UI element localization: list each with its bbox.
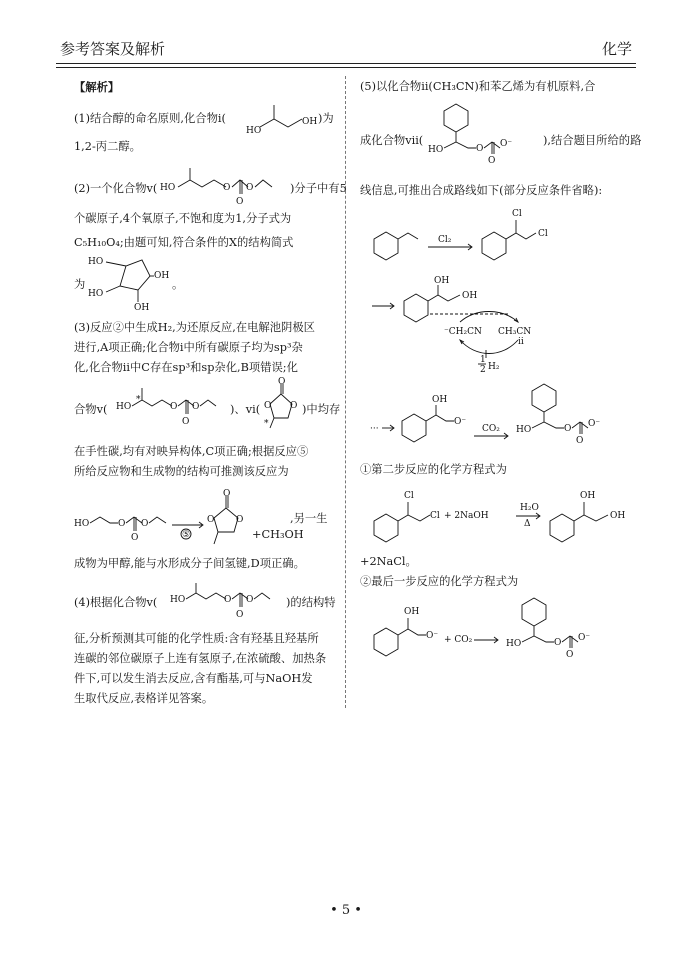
text-p3i: ,另一生	[290, 512, 328, 525]
header-rule-thin	[56, 67, 636, 68]
label-oh: OH	[302, 117, 318, 127]
svg-text:OH: OH	[434, 276, 450, 286]
svg-text:O: O	[118, 519, 126, 529]
text-p3c: 化,化合物ⅱ中C存在sp³和sp杂化,B项错误;化	[74, 361, 298, 374]
text-p3j: 成物为甲醇,能与水形成分子间氢键,D项正确。	[74, 557, 305, 570]
svg-text:O: O	[278, 377, 286, 387]
header-subject: 化学	[601, 40, 632, 58]
svg-text:Cl: Cl	[512, 209, 522, 219]
svg-text:Cl: Cl	[404, 491, 414, 501]
text-p4d: 连碳的邻位碳原子上连有氢原子,在浓硫酸、加热条	[74, 652, 327, 665]
svg-text:OH: OH	[154, 271, 170, 281]
svg-text:OH: OH	[580, 491, 596, 501]
text-p2b: )分子中有5	[290, 182, 347, 195]
text-p3g: 在手性碳,均有对映异构体,C项正确;根据反应⑤	[74, 445, 309, 458]
svg-text:2: 2	[480, 365, 486, 375]
svg-text:O: O	[554, 638, 562, 648]
svg-text:O: O	[236, 610, 244, 620]
svg-text:HO: HO	[170, 595, 186, 605]
svg-text:OH: OH	[432, 395, 448, 405]
header-rule	[56, 63, 636, 64]
text-p1b: )为	[318, 112, 334, 125]
text-ch3oh: +CH₃OH	[252, 528, 304, 541]
svg-text:O: O	[246, 595, 254, 605]
svg-text:OH: OH	[462, 291, 478, 301]
svg-text:···: ···	[370, 424, 379, 434]
svg-text:HO: HO	[88, 289, 104, 299]
svg-text:H₂: H₂	[488, 362, 500, 372]
svg-text:HO: HO	[116, 402, 132, 412]
text-p3e: )、ⅵ(	[230, 403, 261, 416]
svg-text:O: O	[566, 650, 574, 660]
svg-text:+ CO₂: + CO₂	[444, 635, 473, 645]
text-p2e: 为	[74, 278, 86, 291]
text-p5b: 成化合物ⅶ(	[360, 134, 424, 147]
text-p4c: 征,分析预测其可能的化学性质:含有羟基且羟基所	[74, 632, 319, 645]
svg-text:O: O	[476, 144, 484, 154]
svg-text:Δ: Δ	[524, 519, 531, 529]
svg-text:⑤: ⑤	[182, 530, 191, 540]
svg-text:HO: HO	[160, 183, 176, 193]
text-p3b: 进行,A项正确;化合物ⅰ中所有碳原子均为sp³杂	[74, 341, 303, 354]
svg-text:H₂O: H₂O	[520, 503, 539, 513]
catalytic-cycle	[440, 306, 570, 380]
text-p4b: )的结构特	[286, 596, 336, 609]
svg-text:Cl: Cl	[430, 511, 440, 521]
equation-1	[368, 480, 658, 550]
svg-text:O⁻: O⁻	[500, 139, 513, 149]
text-p3a: (3)反应②中生成H₂,为还原反应,在电解池阴极区	[74, 321, 315, 334]
svg-text:O: O	[264, 401, 272, 411]
svg-text:Cl: Cl	[538, 229, 548, 239]
svg-text:O: O	[224, 595, 232, 605]
compound-v-structure	[160, 160, 290, 212]
svg-text:O: O	[576, 436, 584, 446]
text-p4f: 生取代反应,表格详见答案。	[74, 692, 214, 705]
compound-x-structure	[86, 248, 186, 314]
text-p5c: ),结合题目所给的路	[543, 134, 642, 147]
svg-text:O: O	[207, 515, 215, 525]
text-p2a: (2)一个化合物ⅴ(	[74, 182, 158, 195]
svg-text:O: O	[236, 197, 244, 207]
text-p5d: 线信息,可推出合成路线如下(部分反应条件省略):	[360, 184, 603, 197]
text-p3d: 合物ⅴ(	[74, 403, 108, 416]
svg-text:OH: OH	[610, 511, 626, 521]
svg-text:Cl₂: Cl₂	[438, 235, 452, 245]
svg-text:OH: OH	[134, 303, 150, 313]
section-heading: 【解析】	[74, 80, 120, 94]
svg-text:HO: HO	[428, 145, 444, 155]
svg-text:O: O	[141, 519, 149, 529]
svg-text:O: O	[236, 515, 244, 525]
compound-i-structure	[246, 100, 316, 134]
svg-text:O: O	[246, 183, 254, 193]
svg-text:O: O	[290, 401, 298, 411]
column-divider	[345, 76, 346, 708]
text-p2c: 个碳原子,4个氧原子,不饱和度为1,分子式为	[74, 212, 292, 225]
text-p2f: 。	[172, 278, 184, 291]
svg-text:HO: HO	[516, 425, 532, 435]
text-p5a: (5)以化合物ⅱ(CH₃CN)和苯乙烯为有机原料,合	[360, 80, 596, 93]
svg-text:O⁻: O⁻	[588, 419, 601, 429]
text-p4a: (4)根据化合物ⅴ(	[74, 596, 158, 609]
compound-v-chiral	[114, 384, 234, 432]
svg-text:O: O	[223, 183, 231, 193]
svg-text:ⅱ: ⅱ	[518, 337, 524, 347]
svg-text:O⁻: O⁻	[454, 417, 467, 427]
label-ho: HO	[246, 126, 262, 136]
compound-v-structure-2	[170, 580, 290, 624]
svg-text:O⁻: O⁻	[426, 631, 439, 641]
text-eq1: ①第二步反应的化学方程式为	[360, 463, 507, 476]
synthesis-step-1	[368, 206, 618, 268]
svg-text:O: O	[192, 402, 200, 412]
svg-text:O: O	[223, 489, 231, 499]
svg-text:*: *	[136, 395, 141, 405]
text-p3f: )中均存	[302, 403, 341, 416]
text-p2d: C₅H₁₀O₄;由题可知,符合条件的X的结构简式	[74, 236, 294, 249]
svg-text:OH: OH	[404, 607, 420, 617]
svg-text:O: O	[488, 156, 496, 166]
svg-text:+ 2NaOH: + 2NaOH	[444, 511, 489, 521]
svg-text:HO: HO	[506, 639, 522, 649]
compound-vii-structure	[428, 102, 548, 166]
equation-2	[368, 594, 658, 674]
svg-text:⁻CH₂CN: ⁻CH₂CN	[444, 327, 482, 337]
header-title: 参考答案及解析	[60, 40, 166, 58]
text-p1c: 1,2-丙二醇。	[74, 140, 141, 153]
text-p1a: (1)结合醇的命名原则,化合物ⅰ(	[74, 112, 226, 125]
svg-text:*: *	[264, 419, 269, 429]
svg-text:1: 1	[480, 355, 486, 365]
svg-text:O⁻: O⁻	[578, 633, 591, 643]
text-eq1b: +2NaCl。	[360, 555, 417, 568]
svg-text:O: O	[170, 402, 178, 412]
svg-text:HO: HO	[74, 519, 90, 529]
compound-vi-structure	[258, 377, 304, 438]
text-p3h: 所给反应物和生成物的结构可推测该反应为	[74, 465, 289, 478]
text-eq2: ②最后一步反应的化学方程式为	[360, 575, 519, 588]
svg-text:HO: HO	[88, 257, 104, 267]
svg-text:O: O	[564, 424, 572, 434]
svg-text:O: O	[182, 417, 190, 427]
svg-text:CO₂: CO₂	[482, 424, 500, 434]
text-p4e: 件下,可以发生消去反应,含有酯基,可与NaOH发	[74, 672, 313, 685]
svg-text:O: O	[131, 533, 139, 543]
synthesis-step-3	[368, 380, 628, 454]
page-number: • 5 •	[330, 903, 362, 918]
reaction-5-scheme	[74, 490, 284, 556]
svg-text:CH₃CN: CH₃CN	[498, 327, 532, 337]
